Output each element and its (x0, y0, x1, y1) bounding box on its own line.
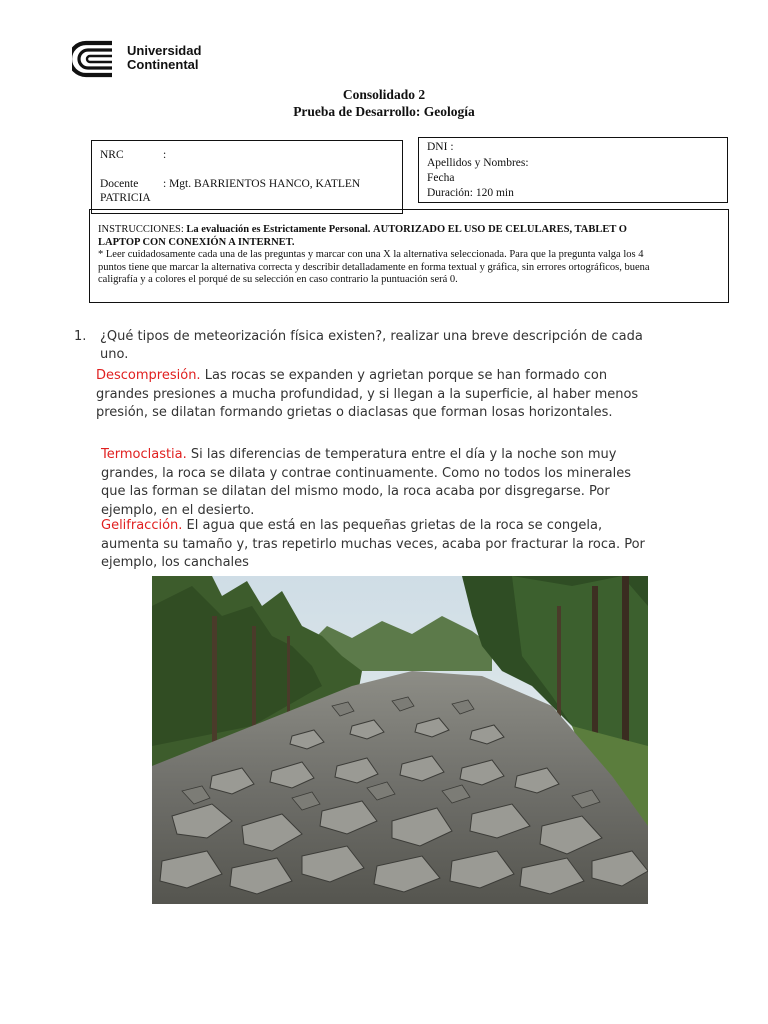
answer-3-line-1: El agua que está en las pequeñas grietas de la roca se congela, (182, 518, 603, 533)
docente-label: Docente (100, 178, 139, 190)
nrc-separator: : (163, 149, 167, 161)
answer-1-line-1: Las rocas se expanden y agrietan porque se han formado con (200, 368, 608, 383)
nrc-label: NRC (100, 149, 124, 161)
university-logo (72, 40, 122, 78)
answer-2-line-3: que las forman se dilatan del mismo modo, la roca acaba por disgregarse. Por (101, 484, 610, 499)
answer-2-line-2: grandes, la roca se dilata y contrae continuamente. Como no todos los minerales (101, 465, 632, 481)
logo-text (127, 44, 201, 72)
answer-2-line-4: ejemplo, en el desierto. (101, 502, 255, 518)
dni-label: DNI : (427, 141, 454, 153)
instructions-text (98, 224, 723, 287)
logo-line-2: Continental (127, 57, 199, 72)
duration-label: Duración: 120 min (427, 187, 514, 199)
instructions-bold-1: La evaluación es Estrictamente Personal. (186, 224, 371, 235)
exam-title: Consolidado 2 (342, 87, 426, 102)
term-termoclastia: Termoclastia. (101, 447, 187, 462)
logo-line-1: Universidad (127, 43, 202, 58)
answer-2-line-1: Si las diferencias de temperatura entre el día y la noche son muy (186, 447, 617, 462)
question-line-2: uno. (100, 347, 129, 362)
names-label: Apellidos y Nombres: (427, 157, 529, 169)
answer-1-line-2: grandes presiones a mucha profundidad, y si llegan a la superficie, al haber menos (96, 386, 639, 402)
date-label: Fecha (427, 172, 455, 184)
answer-descompresion (96, 367, 638, 423)
term-descompresion: Descompresión. (96, 368, 201, 383)
term-gelifraccion: Gelifracción. (101, 518, 183, 533)
instructions-bold-2: AUTORIZADO EL USO DE CELULARES, TABLET O (373, 224, 627, 235)
answer-termoclastia (101, 446, 631, 520)
answer-3-line-2: aumenta su tamaño y, tras repetirlo muchas veces, acaba por fracturar la roca. Por (101, 536, 645, 552)
question-number: 1. (74, 329, 87, 344)
docente-value-2: PATRICIA (100, 192, 151, 204)
answer-3-line-3: ejemplo, los canchales (101, 555, 249, 570)
docente-value: : Mgt. BARRIENTOS HANCO, KATLEN (163, 178, 361, 190)
instructions-line-1: * Leer cuidadosamente cada una de las preguntas y marcar con una X la alternativa seleccionada. Para que la pregunta valga los 4 (98, 249, 644, 260)
instructions-line-2: puntos tiene que marcar la alternativa correcta y describir detalladamente en forma textual y gráfica, sin errores ortográficos, buena (98, 261, 650, 273)
answer-1-line-3: presión, se dilatan formando grietas o diaclasas que forman losas horizontales. (96, 405, 613, 420)
instructions-line-3: caligrafía y a colores el porqué de su selección en caso contrario la puntuación será 0. (98, 274, 458, 285)
instructions-label: INSTRUCCIONES: (98, 224, 184, 235)
answer-gelifraccion (101, 517, 645, 573)
exam-subtitle: Prueba de Desarrollo: Geología (293, 104, 475, 119)
instructions-bold-3: LAPTOP CON CONEXIÓN A INTERNET. (98, 236, 295, 248)
canchales-photo (152, 576, 648, 904)
question-line-1: ¿Qué tipos de meteorización física existen?, realizar una breve descripción de cada (100, 329, 643, 344)
